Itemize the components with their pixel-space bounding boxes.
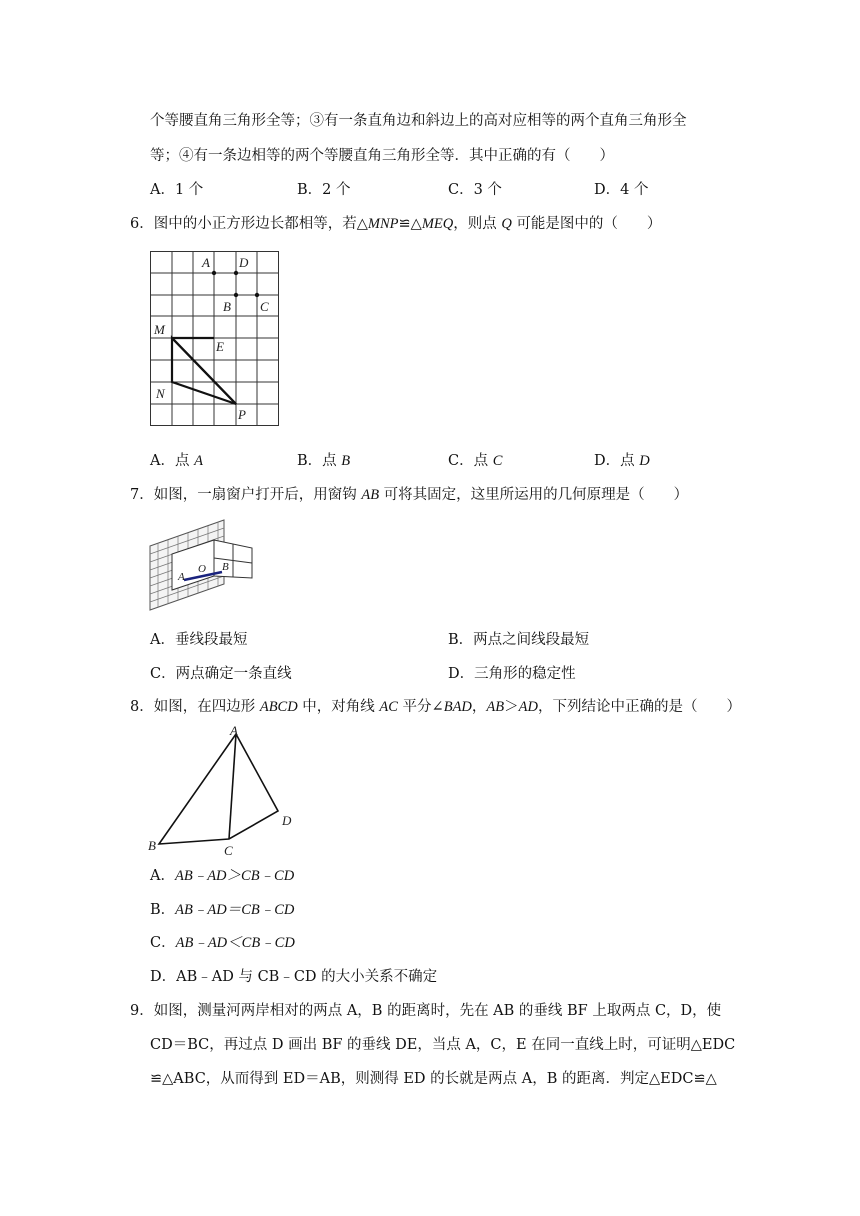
q6-grid-figure: [150, 251, 280, 427]
point-a-dot: [212, 271, 216, 275]
q9-line-2: CD＝BC，再过点 D 画出 BF 的垂线 DE，当点 A，C，E 在同一直线上时，可证明△EDC: [150, 1037, 736, 1053]
label-c: C: [224, 843, 233, 858]
q8-option-a: A．AB﹣AD＞CB﹣CD: [150, 868, 295, 884]
label-d: D: [239, 255, 249, 270]
label-a: A: [202, 255, 210, 270]
q6-option-b: B．点 B: [297, 453, 351, 469]
diagonal-ac: [229, 734, 236, 839]
q6-option-c: C．点 C: [448, 453, 503, 469]
point-c-dot: [255, 293, 259, 297]
q5-option-c: C．3 个: [448, 182, 502, 198]
label-e: E: [216, 339, 224, 354]
q5-option-b: B．2 个: [297, 182, 351, 198]
point-b-dot: [234, 293, 238, 297]
q7-stem: 7．如图，一扇窗户打开后，用窗钩 AB 可将其固定，这里所运用的几何原理是（ ）: [130, 487, 689, 503]
q5-option-a: A．1 个: [150, 182, 204, 198]
q6-option-d: D．点 D: [594, 453, 650, 469]
q6-stem: 6．图中的小正方形边长都相等，若△MNP≌△MEQ，则点 Q 可能是图中的（ ）: [130, 216, 662, 232]
q7-option-c: C．两点确定一条直线: [150, 666, 292, 682]
q7-option-d: D．三角形的稳定性: [448, 666, 576, 682]
label-o: O: [198, 563, 206, 575]
point-d-dot: [234, 271, 238, 275]
q6-option-a: A．点 A: [150, 453, 203, 469]
label-b: B: [148, 838, 156, 853]
q5-option-d: D．4 个: [594, 182, 649, 198]
q7-option-a: A．垂线段最短: [150, 632, 248, 648]
q8-quadrilateral-figure: [145, 724, 305, 860]
q8-option-c: C．AB﹣AD＜CB﹣CD: [150, 935, 295, 951]
q8-stem: 8．如图，在四边形 ABCD 中，对角线 AC 平分∠BAD，AB＞AD，下列结论中正确的是（ ）: [130, 699, 741, 715]
q8-option-b: B．AB﹣AD＝CB﹣CD: [150, 902, 295, 918]
q8-option-d: D．AB﹣AD 与 CB﹣CD 的大小关系不确定: [150, 969, 438, 985]
label-m: M: [154, 322, 165, 337]
label-a: A: [230, 723, 238, 738]
q5-line-1: 个等腰直角三角形全等；③有一条直角边和斜边上的高对应相等的两个直角三角形全: [150, 113, 687, 129]
label-d: D: [282, 813, 292, 828]
label-b: B: [222, 561, 229, 573]
q9-line-3: ≌△ABC，从而得到 ED＝AB，则测得 ED 的长就是两点 A，B 的距离．判定△EDC≌△: [150, 1071, 717, 1087]
label-a: A: [178, 571, 185, 583]
label-n: N: [156, 386, 165, 401]
q5-line-2: 等；④有一条边相等的两个等腰直角三角形全等．其中正确的有（ ）: [150, 148, 614, 164]
q7-option-b: B．两点之间线段最短: [448, 632, 590, 648]
label-b: B: [223, 299, 231, 314]
quadrilateral-abcd: [159, 734, 278, 844]
q9-line-1: 9．如图，测量河两岸相对的两点 A，B 的距离时，先在 AB 的垂线 BF 上取两点 C，D，使: [130, 1003, 722, 1019]
q7-window-figure: [148, 518, 256, 612]
label-p: P: [238, 407, 246, 422]
label-c: C: [260, 299, 269, 314]
